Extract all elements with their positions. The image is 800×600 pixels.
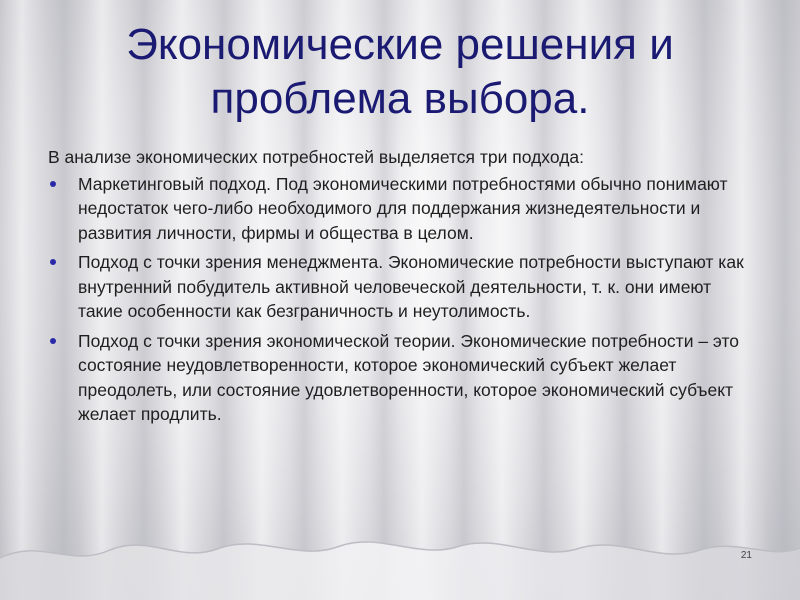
page-number: 21 [740,550,752,561]
slide-title: Экономические решения и проблема выбора. [126,20,674,123]
bullet-icon [50,259,56,265]
bullet-text: Подход с точки зрения менеджмента. Экономические потребности выступают как внутренний побудитель активной человеческой деятельности, т. к. они имеют такие особенности как безграничность и неутолимость. [78,252,744,321]
bullet-icon [50,338,56,344]
bullet-item-marketing [48,172,760,246]
bullet-text: Подход с точки зрения экономической теории. Экономические потребности – это состояние неудовлетворенности, которое экономический субъект желает преодолеть, или состояние удовлетворенности, которое экономический субъект желает продлить. [78,330,740,424]
curtain-hem-decoration [0,528,800,600]
bullet-item-economic-theory [48,329,760,427]
bullet-text: Маркетинговый подход. Под экономическими потребностями обычно понимают недостаток чего-либо необходимого для поддержания жизнедеятельности и развития личности, фирмы и общества в целом. [78,173,728,243]
bullet-icon [50,181,56,187]
bullet-item-management [48,250,760,324]
intro-text: В анализе экономических потребностей выделяется три подхода: [48,147,585,167]
slide-content [48,145,760,432]
bullet-list [48,172,760,427]
